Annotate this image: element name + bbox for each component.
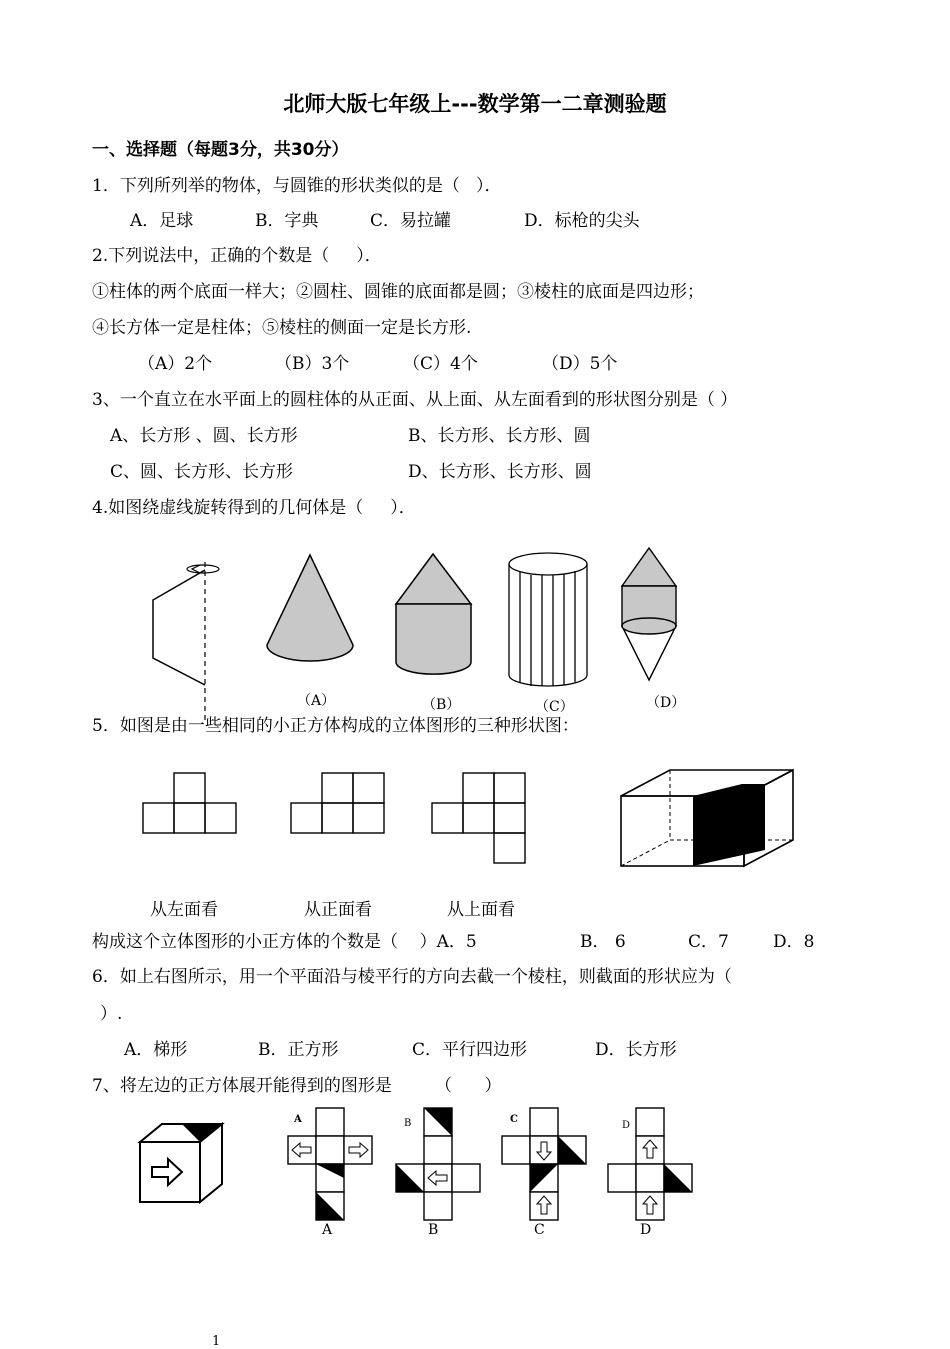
q5-three-views (140, 768, 540, 868)
svg-text:B: B (404, 1118, 412, 1129)
q5-option-b: B． 6 (580, 932, 626, 952)
q7-net-d (604, 1106, 694, 1222)
q6-option-d: D．长方形 (595, 1040, 677, 1060)
q5-view-top-label: 从上面看 (447, 900, 515, 920)
q1-option-c: C．易拉罐 (370, 211, 452, 231)
double-cone-cylinder-shape (622, 548, 676, 680)
q6-option-a: A．梯形 (124, 1040, 188, 1060)
q3-option-b: B、长方形、长方形、圆 (408, 426, 591, 446)
q7-net-b (392, 1106, 482, 1222)
trapezoid-with-axis (153, 562, 219, 720)
q7-cube (136, 1120, 228, 1208)
q4-label-a: （A） (297, 693, 336, 709)
q2-statement-line1: ①柱体的两个底面一样大；②圆柱、圆锥的底面都是圆；③棱柱的底面是四边形； (92, 282, 704, 302)
q2-option-c: （C）4个 (403, 354, 478, 374)
svg-text:D: D (622, 1120, 631, 1131)
top-view (432, 773, 525, 863)
q7-label-d: D (640, 1222, 652, 1238)
page-title: 北师大版七年级上---数学第一二章测验题 (283, 92, 667, 116)
q1-option-a: A．足球 (130, 211, 194, 231)
q2-stem: 2.下列说法中，正确的个数是（ ）． (92, 246, 382, 266)
q2-option-a: （A）2个 (138, 354, 213, 374)
q6-stem: 6．如上右图所示，用一个平面沿与棱平行的方向去截一个棱柱，则截面的形状应为（ (92, 967, 732, 987)
page-number: 1 (212, 1334, 221, 1349)
q4-rotation-figure (140, 540, 700, 730)
cross-section (693, 784, 765, 866)
q6-option-c: C．平行四边形 (412, 1040, 528, 1060)
q5-option-d: D．8 (773, 932, 815, 952)
q5-view-left-label: 从左面看 (150, 900, 218, 920)
q1-stem: 1．下列所列举的物体，与圆锥的形状类似的是（ ）． (92, 176, 502, 196)
q5-view-front-label: 从正面看 (304, 900, 372, 920)
q4-stem: 4.如图绕虚线旋转得到的几何体是（ ）． (92, 498, 416, 518)
q6-option-b: B．正方形 (258, 1040, 339, 1060)
q2-option-d: （D）5个 (542, 354, 618, 374)
q7-label-b: B (428, 1222, 439, 1238)
q4-label-c: （C） (535, 699, 574, 715)
q5-stem: 5．如图是由一些相同的小正方体构成的立体图形的三种形状图： (92, 716, 579, 736)
front-view (291, 773, 384, 833)
q4-label-b: （B） (422, 697, 461, 713)
left-view (143, 773, 236, 833)
q7-net-a (284, 1106, 374, 1222)
cylinder-shape (509, 553, 587, 686)
q1-option-d: D．标枪的尖头 (524, 211, 640, 231)
q7-net-c (498, 1106, 588, 1222)
q6-prism-cut-figure (615, 766, 800, 872)
svg-text:A: A (294, 1114, 302, 1125)
q3-option-d: D、长方形、长方形、圆 (408, 462, 592, 482)
q4-label-d: （D） (646, 695, 686, 711)
q5-option-c: C．7 (688, 932, 729, 952)
section-heading: 一、选择题（每题3分，共30分） (92, 140, 349, 160)
q7-label-a: A (322, 1222, 333, 1238)
svg-text:C: C (510, 1114, 518, 1125)
q3-option-a: A、长方形 、圆、长方形 (110, 426, 298, 446)
q7-stem: 7、将左边的正方体展开能得到的图形是 （ ） (92, 1076, 502, 1096)
q6-stem-end: ）. (100, 1004, 123, 1024)
q5-question: 构成这个立体图形的小正方体的个数是（ ）A．5 (92, 932, 477, 952)
q7-label-c: C (534, 1222, 545, 1238)
cone-on-cylinder-shape (396, 554, 471, 674)
q2-option-b: （B）3个 (275, 354, 350, 374)
q1-option-b: B．字典 (255, 211, 319, 231)
q3-option-c: C、圆、长方形、长方形 (110, 462, 294, 482)
cone-shape (267, 555, 353, 661)
q2-statement-line2: ④长方体一定是柱体；⑤棱柱的侧面一定是长方形. (92, 318, 472, 338)
q3-stem: 3、一个直立在水平面上的圆柱体的从正面、从上面、从左面看到的形状图分别是（ ） (92, 390, 738, 410)
